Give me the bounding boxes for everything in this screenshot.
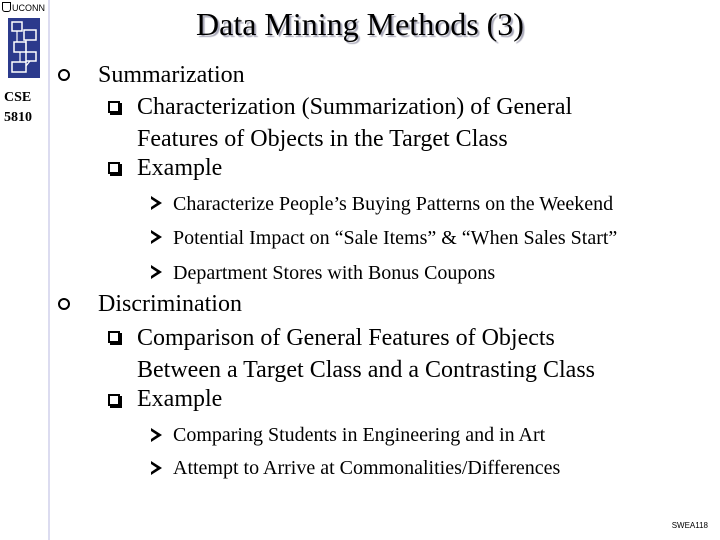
checkbox-bullet-icon (108, 162, 120, 174)
example-item: Department Stores with Bonus Coupons (173, 262, 496, 284)
checkbox-bullet-icon (108, 394, 120, 406)
point-example: Example (137, 155, 223, 181)
point-comparison (137, 322, 595, 386)
checkbox-bullet-icon (108, 101, 120, 113)
section-bullet-icon (58, 69, 70, 81)
point-line: Between a Target Class and a Contrasting Class (137, 357, 596, 383)
section-bullet-icon (58, 298, 70, 310)
course-code: CSE (4, 90, 32, 105)
point-line: Comparison of General Features of Objects (137, 325, 555, 351)
arrow-bullet-icon (151, 461, 162, 475)
arrow-bullet-icon (151, 428, 162, 442)
network-logo-icon (6, 16, 42, 80)
course-label (4, 88, 44, 128)
uconn-seal-icon (2, 2, 11, 12)
uconn-label (2, 2, 45, 13)
example-item: Comparing Students in Engineering and in Art (173, 424, 546, 446)
example-item: Attempt to Arrive at Commonalities/Differences (173, 457, 561, 479)
point-characterization (137, 91, 572, 155)
arrow-bullet-icon (151, 265, 162, 279)
section-heading-summarization: Summarization (98, 62, 245, 88)
point-example: Example (137, 386, 223, 412)
section-heading-discrimination: Discrimination (98, 291, 242, 317)
arrow-bullet-icon (151, 196, 162, 210)
example-item: Characterize People’s Buying Patterns on the Weekend (173, 193, 614, 215)
slide-title: Data Mining Methods (3) (196, 6, 524, 42)
course-number: 5810 (4, 110, 32, 125)
checkbox-bullet-icon (108, 331, 120, 343)
org-label: UCONN (12, 3, 45, 13)
point-line: Characterization (Summarization) of General (137, 94, 573, 120)
sidebar (0, 0, 50, 540)
arrow-bullet-icon (151, 230, 162, 244)
example-item: Potential Impact on “Sale Items” & “When Sales Start” (173, 227, 618, 249)
point-line: Features of Objects in the Target Class (137, 126, 508, 152)
slide-footer: SWEA118 (671, 521, 708, 530)
